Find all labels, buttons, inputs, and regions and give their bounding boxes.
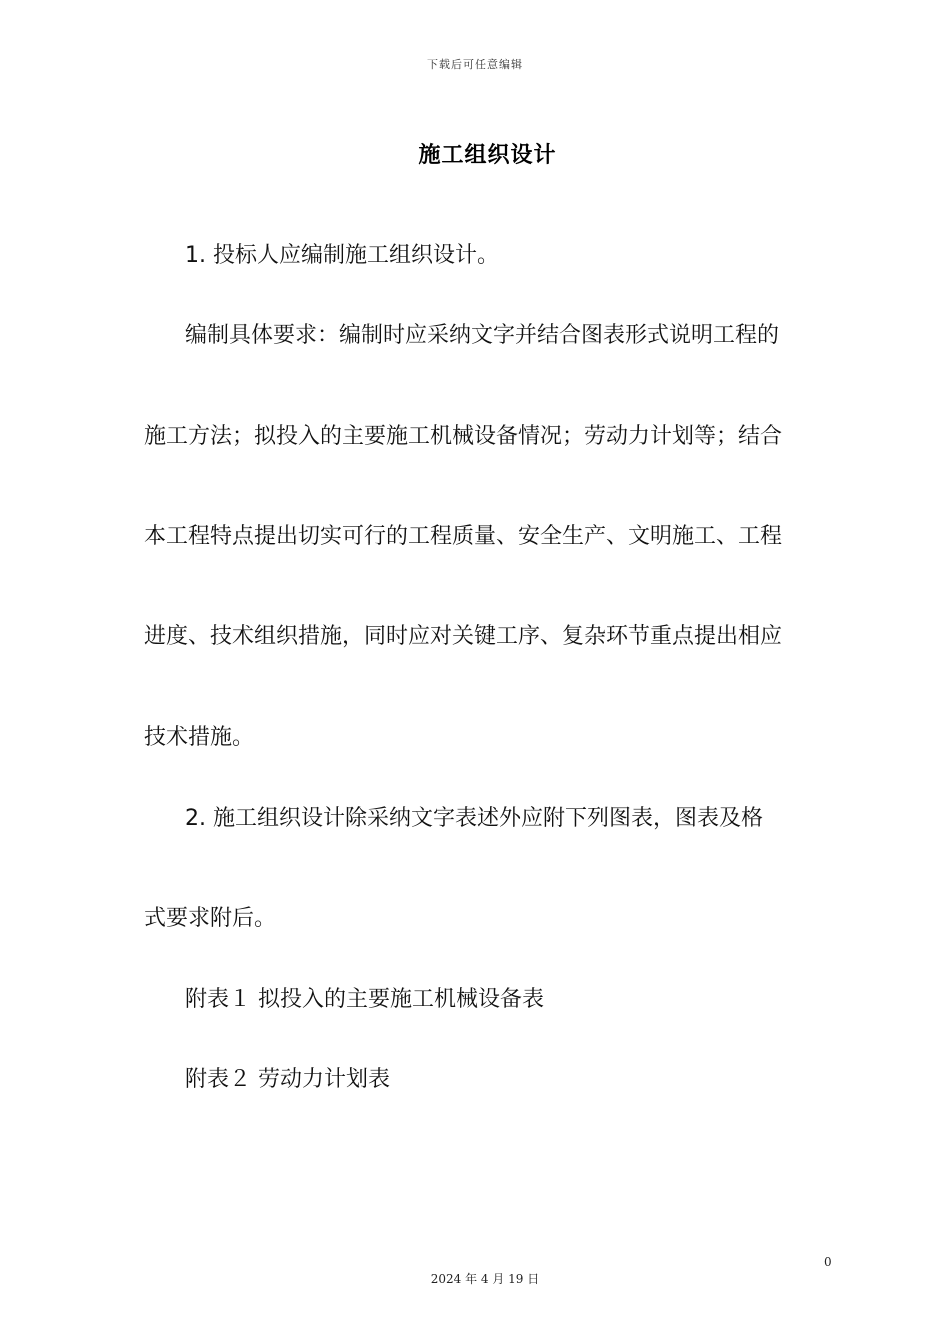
body-line-4: 本工程特点提出切实可行的工程质量、安全生产、文明施工、工程 — [144, 524, 783, 549]
attachment-item-2: 附表２ 劳动力计划表 — [185, 1067, 390, 1092]
body-line-8: 式要求附后。 — [144, 906, 277, 931]
body-line-6: 技术措施。 — [144, 725, 255, 750]
body-line-5: 进度、技术组织措施，同时应对关键工序、复杂环节重点提出相应 — [144, 624, 783, 649]
footer-date: 2024 年 4 月 19 日 — [430, 1272, 540, 1286]
body-line-2: 编制具体要求：编制时应采纳文字并结合图表形式说明工程的 — [185, 323, 780, 348]
attachment-item-1: 附表１ 拟投入的主要施工机械设备表 — [185, 987, 544, 1012]
header-note: 下载后可任意编辑 — [427, 58, 523, 71]
body-line-7: 2. 施工组织设计除采纳文字表述外应附下列图表，图表及格 — [185, 806, 763, 831]
body-line-1: 1. 投标人应编制施工组织设计。 — [185, 243, 499, 268]
page-number: 0 — [824, 1255, 832, 1269]
body-line-3: 施工方法；拟投入的主要施工机械设备情况；劳动力计划等；结合 — [144, 424, 783, 449]
document-title: 施工组织设计 — [418, 143, 557, 168]
